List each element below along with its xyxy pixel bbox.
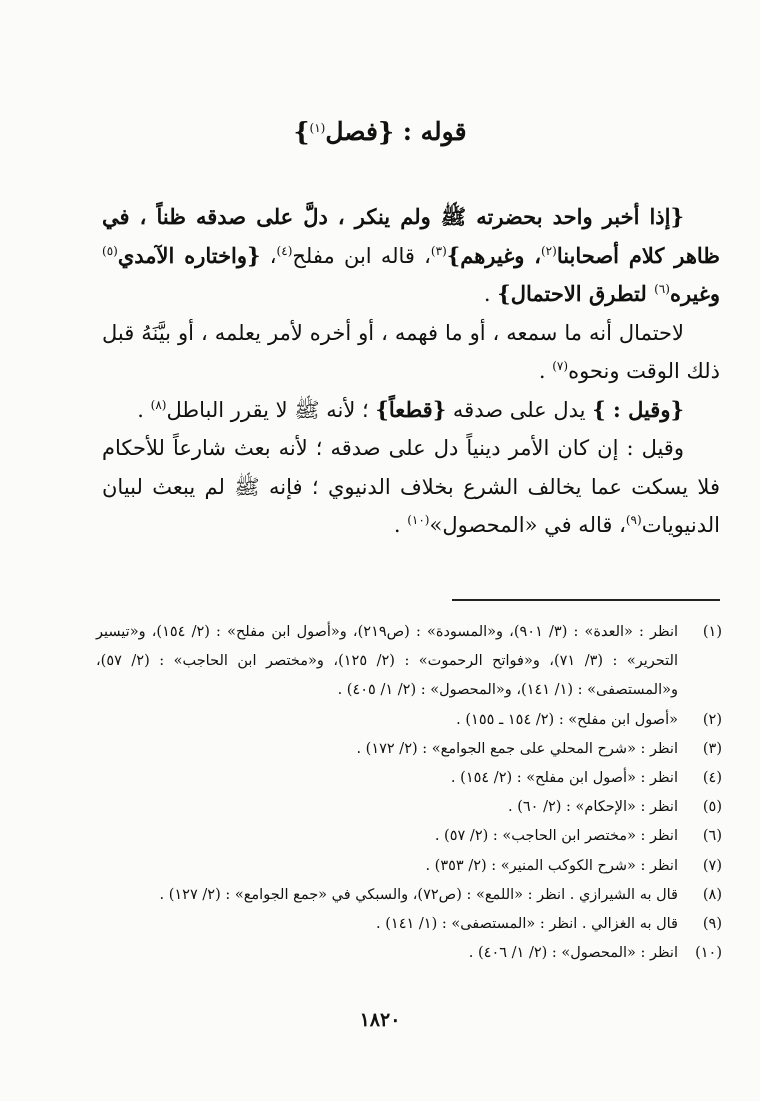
- commentary-text: .: [538, 359, 553, 383]
- quoted-text: {وقيل : }: [592, 396, 684, 422]
- footnote-ref-4: (٤): [276, 243, 293, 258]
- quoted-text: ، وغيرهم}: [446, 242, 541, 268]
- paragraph-3: [102, 391, 720, 430]
- quoted-text: وغيره: [669, 281, 720, 306]
- footnote-ref-10: (١٠): [407, 513, 430, 527]
- commentary-text: لاحتمال أنه ما سمعه ، أو ما فهمه ، أو أخره لأمر يعلمه ، أو بيَّنَهُ قبل ذلك الوقت ونحوه: [102, 320, 720, 383]
- commentary-text: يدل على صدقه: [446, 397, 593, 422]
- footnote-ref-9: (٩): [625, 513, 642, 527]
- footnote-text: انظر : «أصول ابن مفلح» : (٢/ ١٥٤) .: [450, 770, 678, 787]
- footnote-text: انظر : «الإحكام» : (٢/ ٦٠) .: [508, 799, 678, 816]
- footnote-number: (١): [702, 624, 722, 640]
- page-number: ١٨٢٠: [359, 1009, 401, 1031]
- commentary-text: .: [137, 397, 151, 422]
- footnote-ref-8: (٨): [150, 397, 167, 412]
- heading-prefix: قوله :: [394, 117, 467, 146]
- footnote: [96, 881, 722, 910]
- footnote-separator: [452, 599, 720, 601]
- footnote-text: انظر : «شرح الكوكب المنير» : (٢/ ٣٥٣) .: [425, 857, 678, 874]
- heading-open-brace: {: [377, 117, 395, 146]
- footnote-text: انظر : «شرح المحلي على جمع الجوامع» : (٢/ ١٧٢) .: [356, 740, 678, 757]
- quoted-text: لتطرق الاحتمال}: [497, 281, 655, 306]
- commentary-text: ، قاله في «المحصول»: [429, 513, 626, 537]
- heading-close-brace: }: [293, 117, 310, 146]
- footnote-number: (٤): [702, 770, 722, 787]
- footnote-number: (٨): [702, 886, 722, 903]
- commentary-text: .: [483, 282, 498, 306]
- main-text: [102, 198, 720, 545]
- heading-word: فصل: [325, 117, 378, 146]
- footnote-number: (٦): [702, 828, 722, 845]
- commentary-text: ،: [260, 243, 277, 268]
- commentary-text: ، قاله ابن مفلح: [292, 243, 431, 268]
- footnote: [96, 939, 722, 968]
- footnote: [96, 852, 722, 881]
- footnote-ref-2: (٢): [540, 243, 557, 258]
- footnote-number: (٣): [702, 740, 722, 757]
- quoted-text: {واختاره الآمدي: [117, 242, 261, 268]
- commentary-text: .: [393, 513, 408, 537]
- paragraph-2: [102, 314, 720, 391]
- footnote: [96, 764, 722, 793]
- footnote-text: انظر : «العدة» : (٣/ ٩٠١)، و«المسودة» : (ص٢١٩)، و«أصول ابن مفلح» : (٢/ ١٥٤)، و«تيسير التحرير» : (٣/ ٧١)، و«فواتح الرحموت» : (٢/ ١٢٥)، و«مختصر ابن الحاجب» : (٢/ ٥٧)، و«المستصفى» : (١/ ١٤١)، و«المحصول» : (٢/ ١/ ٤٠٥) .: [96, 624, 679, 699]
- footnote-text: «أصول ابن مفلح» : (٢/ ١٥٤ ـ ١٥٥) .: [456, 711, 678, 728]
- footnote: [96, 735, 722, 764]
- footnote-number: (٢): [702, 711, 722, 728]
- footnote: [96, 793, 722, 822]
- paragraph-1: [102, 198, 720, 314]
- footnote: [96, 618, 722, 706]
- footnote: [96, 706, 722, 735]
- quoted-text: {قطعاً}: [375, 396, 447, 422]
- commentary-text: وقيل : إن كان الأمر دينياً دل على صدقه ؛ لأنه بعث شارعاً للأحكام فلا يسكت عما يخالف الشرع بخلاف الدنيوي ؛ فإنه ﷺ لم يبعث لبيان الدنيويات: [102, 436, 720, 537]
- paragraph-4: [102, 429, 720, 545]
- footnote-ref-3: (٣): [430, 243, 447, 258]
- footnote: [96, 910, 722, 939]
- section-heading: [0, 112, 760, 152]
- footnote-number: (٩): [702, 916, 722, 933]
- footnote-ref-7: (٧): [552, 359, 569, 373]
- footnote-ref-1: (١): [309, 121, 326, 135]
- footnote-ref-6: (٦): [654, 282, 670, 296]
- quoted-text: {إذا أخبر واحد بحضرته ﷺ ولم ينكر ، دلَّ على صدقه ظناً ، في ظاهر كلام أصحابنا: [102, 204, 721, 268]
- footnote-number: (٧): [702, 857, 722, 874]
- footnotes: [96, 618, 722, 968]
- footnote-text: انظر : «المحصول» : (٢/ ١/ ٤٠٦) .: [468, 945, 678, 962]
- footnote-text: قال به الغزالي . انظر : «المستصفى» : (١/ ١٤١) .: [376, 916, 678, 933]
- commentary-text: ؛ لأنه ﷺ لا يقرر الباطل: [166, 397, 376, 422]
- footnote-number: (٥): [702, 799, 722, 816]
- footnote-ref-5: (٥): [102, 243, 118, 258]
- footnote-text: انظر : «مختصر ابن الحاجب» : (٢/ ٥٧) .: [434, 828, 678, 845]
- footnote: [96, 822, 722, 851]
- footnote-number: (١٠): [695, 945, 722, 962]
- footnote-text: قال به الشيرازي . انظر : «اللمع» : (ص٧٢)، والسبكي في «جمع الجوامع» : (٢/ ١٢٧) .: [159, 886, 678, 903]
